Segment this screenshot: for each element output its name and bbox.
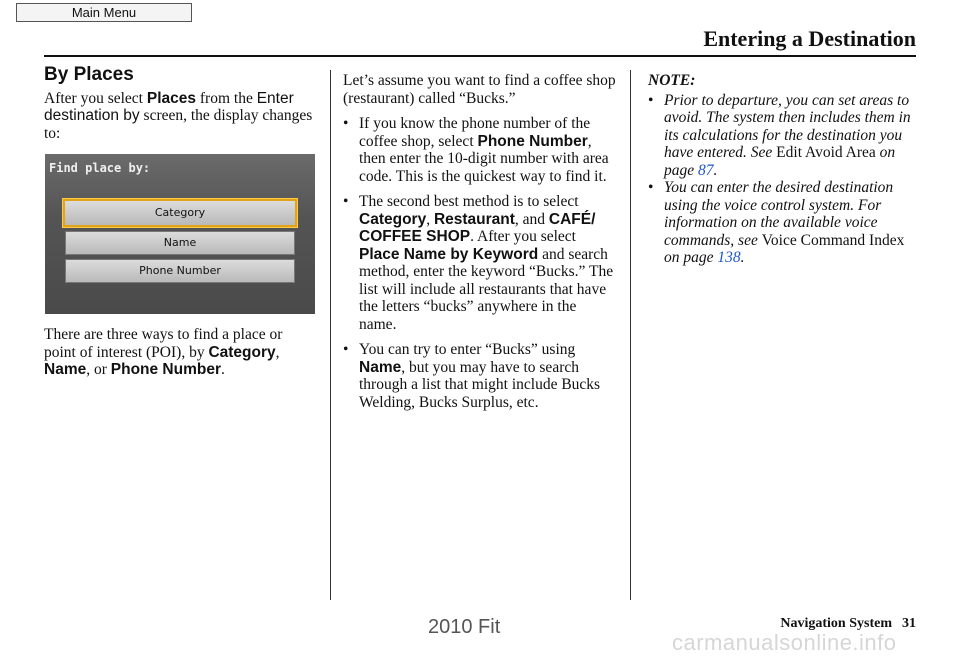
text-run: Name bbox=[359, 358, 402, 376]
text-run[interactable]: 87 bbox=[698, 161, 714, 179]
column-1 bbox=[44, 66, 316, 379]
ways-paragraph bbox=[44, 326, 316, 379]
intro-paragraph-2: Let’s assume you want to find a coffee shop (restaurant) called “Bucks.” bbox=[343, 72, 616, 107]
text-run: , but you may have to search through a list that might include Bucks Welding, Bucks Surplus, etc. bbox=[359, 358, 601, 411]
footer-section: Navigation System bbox=[780, 616, 892, 631]
list-item bbox=[343, 115, 617, 185]
text-run: Phone Number bbox=[477, 132, 588, 150]
page-number: 31 bbox=[902, 616, 916, 631]
text-run: and search method, enter the keyword “Bucks.” The list will include all restaurants that have the letters “bucks” anywhere in the name. bbox=[359, 245, 614, 333]
notes-list bbox=[648, 92, 920, 267]
model-watermark: 2010 Fit bbox=[428, 616, 501, 638]
column-3 bbox=[648, 72, 920, 267]
text-run: If you know the phone number of the coffee shop, select bbox=[359, 115, 591, 150]
text-run: from the bbox=[196, 89, 257, 107]
text-run: Prior to departure, you can set areas to avoid. The system then includes them in its calculations for the destination you have entered. See bbox=[664, 91, 911, 161]
intro-paragraph bbox=[44, 90, 316, 143]
text-run: You can enter the desired destination using the voice control system. For information on the available voice commands, see bbox=[664, 179, 894, 249]
text-run: . bbox=[740, 249, 745, 266]
header-rule bbox=[44, 55, 916, 57]
text-run: , or bbox=[86, 361, 111, 378]
text-run: Category bbox=[208, 343, 276, 361]
phone-number-button: Phone Number bbox=[65, 259, 295, 283]
text-run: . After you select bbox=[470, 228, 576, 245]
text-run: , bbox=[275, 343, 280, 361]
text-run: CAFÉ/ COFFEE SHOP bbox=[359, 210, 596, 245]
column-divider-1 bbox=[330, 70, 331, 600]
text-run: . bbox=[221, 361, 225, 378]
text-run: screen, the display changes to: bbox=[44, 107, 313, 142]
text-run: There are three ways to find a place or point of interest (POI), by bbox=[44, 326, 283, 361]
name-button: Name bbox=[65, 231, 295, 255]
text-run: , then enter the 10-digit number with area code. This is the quickest way to find it. bbox=[359, 132, 609, 185]
text-run: Phone Number bbox=[110, 361, 221, 378]
list-item bbox=[648, 92, 920, 180]
text-run: You can try to enter “Bucks” using bbox=[359, 341, 576, 358]
text-run: . bbox=[713, 161, 718, 179]
list-item bbox=[343, 193, 617, 333]
text-run: Voice Command Index bbox=[761, 231, 905, 249]
page-title: Entering a Destination bbox=[703, 26, 916, 51]
text-run: Places bbox=[146, 89, 197, 107]
tips-list bbox=[343, 115, 617, 411]
text-run: Enter destination by bbox=[44, 89, 294, 124]
screen-title: Find place by: bbox=[49, 161, 151, 175]
text-run: Place Name by Keyword bbox=[359, 245, 539, 263]
text-run: Name bbox=[44, 361, 87, 378]
text-run: Edit Avoid Area bbox=[776, 144, 876, 161]
section-heading: By Places bbox=[44, 64, 134, 85]
text-run: After you select bbox=[44, 89, 147, 107]
text-run: , and bbox=[514, 210, 549, 228]
nav-screen-image bbox=[45, 154, 315, 314]
text-run: , bbox=[426, 210, 434, 228]
main-menu-button[interactable]: Main Menu bbox=[16, 3, 192, 22]
text-run[interactable]: 138 bbox=[717, 249, 741, 266]
note-heading: NOTE: bbox=[648, 72, 696, 89]
text-run: Category bbox=[359, 210, 427, 228]
column-2 bbox=[343, 72, 617, 419]
list-item bbox=[343, 341, 617, 411]
list-item bbox=[648, 179, 920, 267]
text-run: Restaurant bbox=[433, 210, 515, 228]
text-run: on page bbox=[664, 249, 718, 266]
column-divider-2 bbox=[630, 70, 631, 600]
site-watermark: carmanualsonline.info bbox=[672, 630, 897, 655]
text-run: on page bbox=[664, 144, 896, 179]
category-button: Category bbox=[63, 199, 297, 227]
text-run: The second best method is to select bbox=[359, 193, 579, 210]
